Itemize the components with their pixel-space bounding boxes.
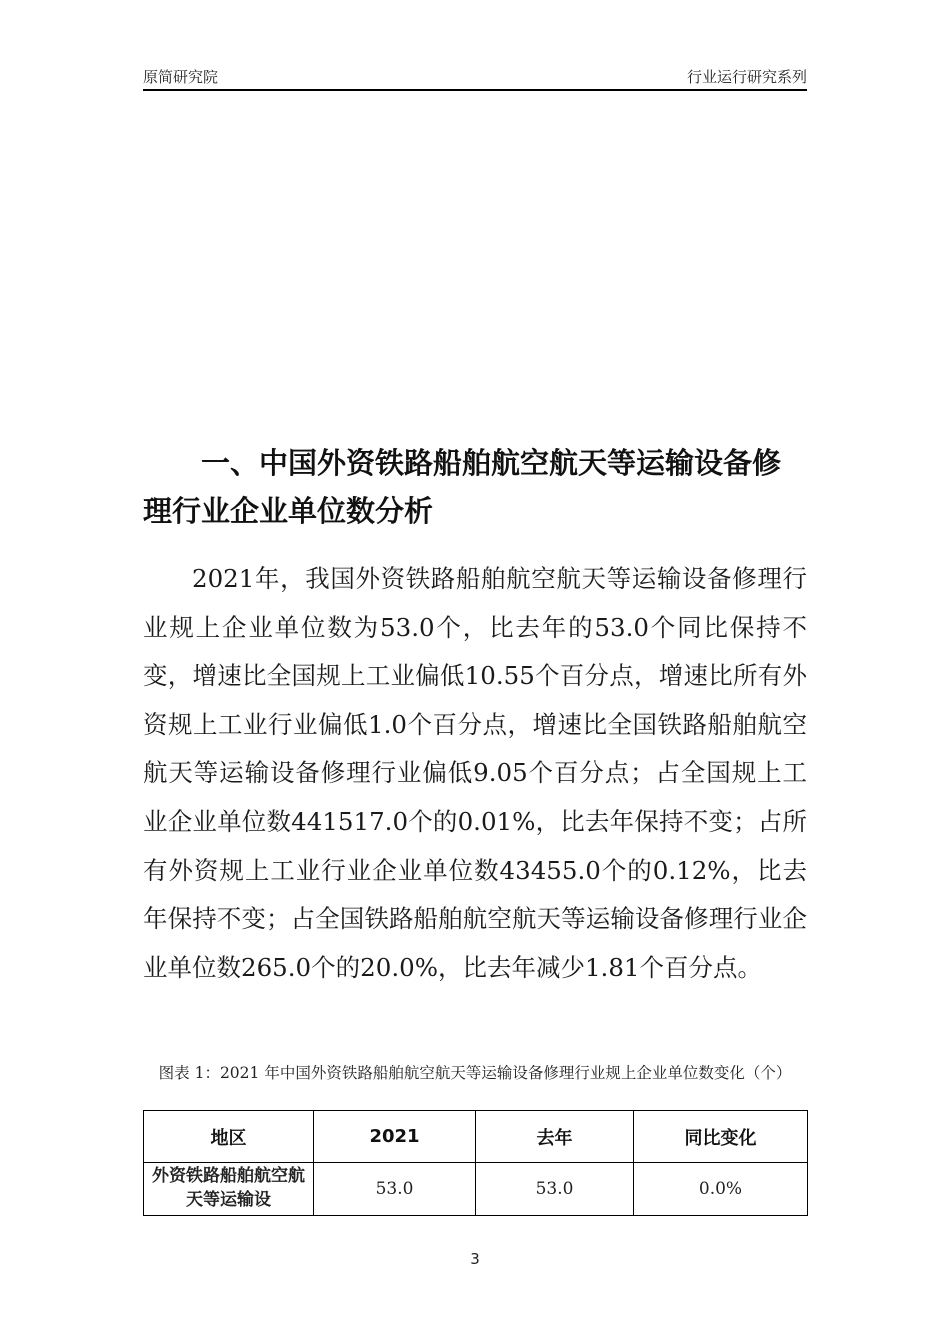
data-table — [143, 1110, 808, 1216]
cell-region: 外资铁路船舶航空航天等运输设 — [144, 1163, 314, 1216]
page-number: 3 — [470, 1250, 480, 1268]
table-header-row — [144, 1111, 808, 1163]
column-header-region: 地区 — [144, 1111, 314, 1163]
column-header-2021: 2021 — [314, 1111, 476, 1163]
table-caption: 图表 1：2021 年中国外资铁路船舶航空航天等运输设备修理行业规上企业单位数变化（个） — [158, 1064, 792, 1082]
header-series-title: 行业运行研究系列 — [686, 68, 807, 86]
header-organization: 原简研究院 — [143, 68, 219, 86]
column-header-yoy-change: 同比变化 — [634, 1111, 808, 1163]
header-divider — [143, 89, 807, 91]
section-title: 一、中国外资铁路船舶航空航天等运输设备修理行业企业单位数分析 — [143, 446, 782, 528]
cell-2021: 53.0 — [314, 1163, 476, 1216]
table-row — [144, 1163, 808, 1216]
column-header-last-year: 去年 — [476, 1111, 634, 1163]
body-paragraph: 2021年，我国外资铁路船舶航空航天等运输设备修理行业规上企业单位数为53.0个，比去年的53.0个同比保持不变，增速比全国规上工业偏低10.55个百分点，增速比所有外资规上工业行业偏低1.0个百分点，增速比全国铁路船舶航空航天等运输设备修理行业偏低9.05个百分点；占全国规上工业企业单位数441517.0个的0.01%，比去年保持不变；占所有外资规上工业行业企业单位数43455.0个的0.12%，比去年保持不变；占全国铁路船舶航空航天等运输设备修理行业企业单位数265.0个的20.0%，比去年减少1.81个百分点。 — [143, 564, 807, 982]
cell-last-year: 53.0 — [476, 1163, 634, 1216]
cell-yoy-change: 0.0% — [634, 1163, 808, 1216]
